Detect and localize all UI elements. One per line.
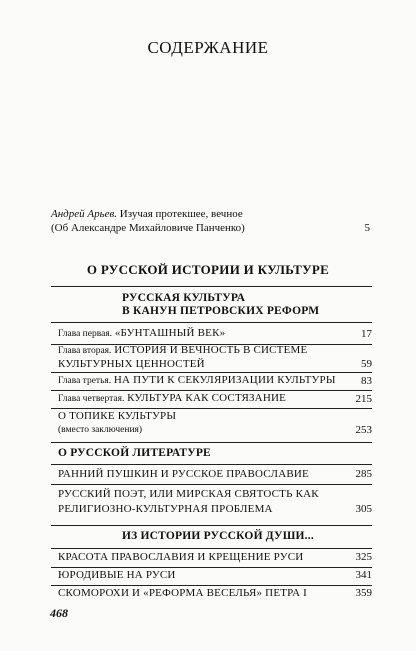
- toc-entry: [58, 327, 372, 341]
- chapter-page: 83: [361, 375, 372, 387]
- chapter-prefix: Глава первая.: [58, 329, 113, 339]
- divider: [51, 286, 372, 287]
- chapter-title: РАННИЙ ПУШКИН И РУССКОЕ ПРАВОСЛАВИЕ: [58, 468, 309, 480]
- toc-entry: [58, 569, 372, 582]
- intro-title: Изучая протекшее, вечное: [119, 208, 243, 220]
- chapter-title: СКОМОРОХИ И «РЕФОРМА ВЕСЕЛЬЯ» ПЕТРА I: [58, 587, 308, 599]
- chapter-page: 359: [355, 587, 372, 599]
- chapter-title: КРАСОТА ПРАВОСЛАВИЯ И КРЕЩЕНИЕ РУСИ: [58, 551, 304, 563]
- part1-heading: О РУССКОЙ ИСТОРИИ И КУЛЬТУРЕ: [86, 262, 330, 277]
- toc-entry: [58, 344, 372, 371]
- toc-entry: [58, 587, 372, 600]
- chapter-title-cont: (вместо заключения): [58, 425, 143, 435]
- chapter-page: 253: [355, 424, 372, 436]
- part1-subheading-line2: В КАНУН ПЕТРОВСКИХ РЕФОРМ: [122, 305, 320, 317]
- divider: [51, 464, 372, 465]
- divider: [51, 525, 372, 526]
- divider: [51, 484, 372, 485]
- chapter-prefix: Глава вторая.: [58, 346, 112, 356]
- part3-heading: ИЗ ИСТОРИИ РУССКОЙ ДУШИ...: [122, 530, 314, 542]
- divider: [51, 408, 372, 409]
- toc-entry: [58, 488, 372, 516]
- chapter-page: 59: [361, 358, 372, 370]
- part1-subheading-line1: РУССКАЯ КУЛЬТУРА: [122, 292, 246, 304]
- chapter-title-cont: РЕЛИГИОЗНО-КУЛЬТУРНАЯ ПРОБЛЕМА: [58, 503, 273, 515]
- chapter-title: «БУНТАШНЫЙ ВЕК»: [114, 327, 226, 339]
- chapter-prefix: Глава четвертая.: [58, 394, 125, 404]
- footer-page-number: 468: [50, 606, 68, 620]
- chapter-title: НА ПУТИ К СЕКУЛЯРИЗАЦИИ КУЛЬТУРЫ: [113, 374, 336, 386]
- chapter-page: 285: [355, 468, 372, 480]
- intro-subtitle: (Об Александре Михайловиче Панченко): [51, 222, 245, 234]
- toc-entry: [58, 551, 372, 564]
- toc-entry: [58, 468, 372, 481]
- chapter-title: КУЛЬТУРА КАК СОСТЯЗАНИЕ: [127, 392, 287, 404]
- toc-entry: [58, 392, 372, 406]
- intro-entry-line1: [51, 208, 370, 220]
- chapter-page: 325: [355, 551, 372, 563]
- divider: [51, 442, 372, 443]
- intro-page-number: 5: [364, 222, 370, 234]
- toc-entry: [58, 410, 372, 437]
- divider: [51, 390, 372, 391]
- chapter-page: 341: [355, 569, 372, 581]
- chapter-page: 17: [361, 328, 372, 340]
- divider: [51, 322, 372, 323]
- toc-entry: [58, 374, 372, 388]
- divider: [51, 585, 372, 586]
- divider: [51, 548, 372, 549]
- chapter-title: О ТОПИКЕ КУЛЬТУРЫ: [58, 410, 177, 422]
- chapter-page: 215: [355, 393, 372, 405]
- part2-heading: О РУССКОЙ ЛИТЕРАТУРЕ: [58, 447, 211, 459]
- chapter-page: 305: [355, 503, 372, 515]
- chapter-title: ИСТОРИЯ И ВЕЧНОСТЬ В СИСТЕМЕ: [114, 344, 308, 356]
- divider: [51, 372, 372, 373]
- divider: [51, 567, 372, 568]
- intro-entry-line2: [51, 222, 370, 234]
- chapter-title: ЮРОДИВЫЕ НА РУСИ: [58, 569, 176, 581]
- chapter-prefix: Глава третья.: [58, 376, 112, 386]
- page-title: СОДЕРЖАНИЕ: [147, 38, 269, 57]
- intro-author: Андрей Арьев.: [51, 208, 118, 220]
- chapter-title: РУССКИЙ ПОЭТ, ИЛИ МИРСКАЯ СВЯТОСТЬ КАК: [58, 488, 319, 500]
- chapter-title-cont: КУЛЬТУРНЫХ ЦЕННОСТЕЙ: [58, 358, 205, 370]
